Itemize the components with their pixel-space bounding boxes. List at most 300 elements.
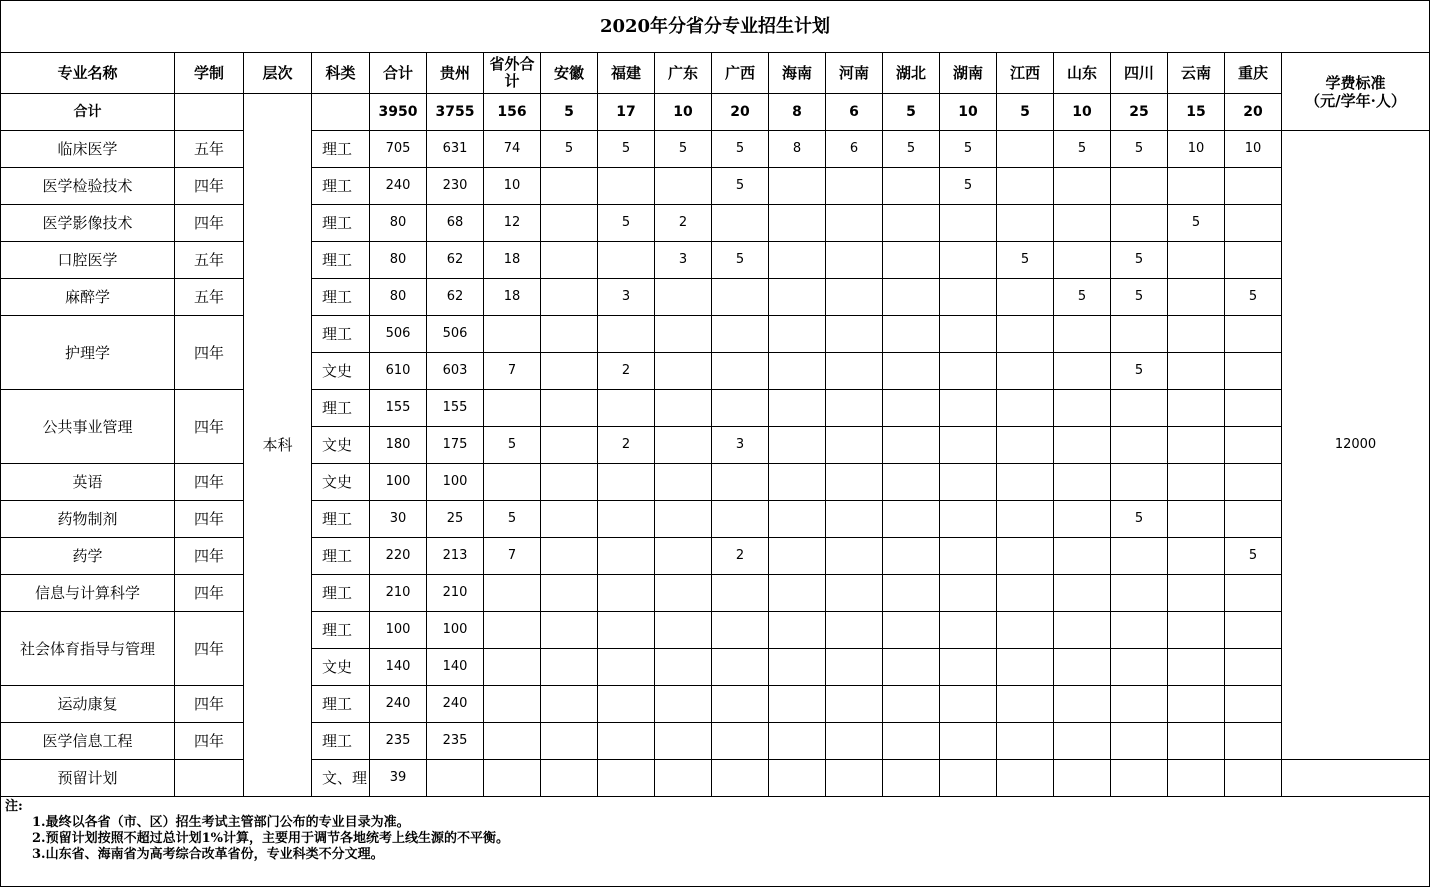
province-value-cell [997,427,1054,464]
province-value-cell [940,316,997,353]
total-cell: 155 [370,390,427,427]
province-value-cell [598,501,655,538]
province-value-cell: 5 [712,168,769,205]
province-value-cell [826,760,883,797]
province-value-cell [1168,723,1225,760]
category-cell: 理工 [312,612,370,649]
province-value-cell [1225,205,1282,242]
province-value-cell [883,279,940,316]
category-cell: 理工 [312,131,370,168]
major-name: 运动康复 [1,686,175,723]
province-value-cell [826,612,883,649]
column-header-category: 科类 [312,53,370,94]
province-value-cell [997,205,1054,242]
major-row [1,242,1430,279]
province-value-cell [1225,353,1282,390]
guizhou-cell [427,760,484,797]
province-value-cell: 6 [826,131,883,168]
major-duration: 四年 [175,538,244,575]
province-value-cell [826,464,883,501]
province-value-cell [712,501,769,538]
totals-province-value: 10 [940,94,997,131]
total-cell: 100 [370,464,427,501]
province-value-cell [655,612,712,649]
province-value-cell [598,686,655,723]
province-value-cell [1168,612,1225,649]
column-header-province: 山东 [1054,53,1111,94]
category-cell: 理工 [312,686,370,723]
guizhou-cell: 235 [427,723,484,760]
province-value-cell [826,538,883,575]
province-value-cell: 5 [940,168,997,205]
province-value-cell [712,723,769,760]
column-header-guizhou: 贵州 [427,53,484,94]
province-value-cell [997,168,1054,205]
province-value-cell [883,316,940,353]
province-value-cell [826,390,883,427]
province-value-cell [997,575,1054,612]
province-value-cell [1054,723,1111,760]
province-value-cell: 5 [1054,131,1111,168]
totals-province-value: 10 [1054,94,1111,131]
province-value-cell: 5 [541,131,598,168]
province-value-cell [541,390,598,427]
province-value-cell [541,649,598,686]
total-cell: 506 [370,316,427,353]
column-header-province: 云南 [1168,53,1225,94]
province-value-cell [883,390,940,427]
province-value-cell [883,723,940,760]
province-value-cell [655,279,712,316]
province-value-cell [541,168,598,205]
province-value-cell [1111,464,1168,501]
column-header-province: 江西 [997,53,1054,94]
column-header-province: 广东 [655,53,712,94]
province-value-cell [1225,390,1282,427]
province-value-cell [826,168,883,205]
province-value-cell [940,353,997,390]
fee-header-line: 学费标准 [1325,73,1386,92]
totals-province-value: 25 [1111,94,1168,131]
province-value-cell: 2 [655,205,712,242]
province-value-cell [655,649,712,686]
province-value-cell [712,390,769,427]
guizhou-cell: 68 [427,205,484,242]
province-value-cell [1111,168,1168,205]
province-value-cell [541,464,598,501]
province-value-cell [997,464,1054,501]
total-cell: 80 [370,242,427,279]
province-value-cell [997,649,1054,686]
province-value-cell [940,538,997,575]
province-value-cell [598,464,655,501]
guizhou-cell: 25 [427,501,484,538]
province-value-cell [940,575,997,612]
outside-total-cell [484,390,541,427]
major-name: 临床医学 [1,131,175,168]
province-value-cell [883,168,940,205]
totals-total: 3950 [370,94,427,131]
province-value-cell: 3 [598,279,655,316]
province-value-cell [712,279,769,316]
province-value-cell [655,427,712,464]
major-duration: 五年 [175,131,244,168]
province-value-cell [1054,612,1111,649]
totals-outside: 156 [484,94,541,131]
guizhou-cell: 62 [427,242,484,279]
province-value-cell [1168,353,1225,390]
province-value-cell [1168,168,1225,205]
total-cell: 39 [370,760,427,797]
province-value-cell [1111,649,1168,686]
outside-total-cell [484,612,541,649]
outside-total-cell: 5 [484,501,541,538]
category-cell: 理工 [312,390,370,427]
guizhou-cell: 213 [427,538,484,575]
outside-total-cell [484,316,541,353]
province-value-cell [541,205,598,242]
province-value-cell [826,205,883,242]
province-value-cell [997,723,1054,760]
category-cell: 文史 [312,353,370,390]
major-name: 药学 [1,538,175,575]
category-cell: 理工 [312,538,370,575]
major-name: 口腔医学 [1,242,175,279]
category-cell: 文史 [312,464,370,501]
note-line: 2.预留计划按照不超过总计划1%计算，主要用于调节各地统考上线生源的不平衡。 [32,831,509,846]
guizhou-cell: 603 [427,353,484,390]
category-cell: 理工 [312,723,370,760]
province-value-cell: 8 [769,131,826,168]
major-duration: 四年 [175,612,244,686]
province-value-cell [712,316,769,353]
province-value-cell [1054,390,1111,427]
province-value-cell [1111,575,1168,612]
province-value-cell [541,538,598,575]
province-value-cell [997,390,1054,427]
province-value-cell: 5 [712,131,769,168]
province-value-cell [1111,205,1168,242]
province-value-cell [1054,242,1111,279]
province-value-cell [655,316,712,353]
major-row [1,723,1430,760]
major-duration: 四年 [175,723,244,760]
total-cell: 240 [370,686,427,723]
note-line: 3.山东省、海南省为高考综合改革省份，专业科类不分文理。 [32,847,384,862]
province-value-cell [940,649,997,686]
totals-province-value: 6 [826,94,883,131]
province-value-cell [1225,723,1282,760]
major-name: 社会体育指导与管理 [1,612,175,686]
column-header-outside: 省外合计 [484,53,541,94]
outside-total-cell: 12 [484,205,541,242]
province-value-cell [1054,501,1111,538]
province-value-cell [883,538,940,575]
province-value-cell [1225,242,1282,279]
major-name: 护理学 [1,316,175,390]
major-row [1,131,1430,168]
province-value-cell [1168,279,1225,316]
province-value-cell [883,501,940,538]
outside-total-cell [484,723,541,760]
province-value-cell [655,538,712,575]
province-value-cell [997,686,1054,723]
column-header-total: 合计 [370,53,427,94]
total-cell: 210 [370,575,427,612]
major-row [1,205,1430,242]
province-value-cell [1054,353,1111,390]
province-value-cell: 5 [883,131,940,168]
province-value-cell [997,131,1054,168]
province-value-cell [997,612,1054,649]
province-value-cell [1168,575,1225,612]
province-value-cell [769,538,826,575]
province-value-cell [997,316,1054,353]
province-value-cell [769,427,826,464]
total-cell: 240 [370,168,427,205]
total-cell: 100 [370,612,427,649]
province-value-cell [598,575,655,612]
province-value-cell: 2 [712,538,769,575]
guizhou-cell: 210 [427,575,484,612]
province-value-cell [940,390,997,427]
major-duration: 四年 [175,316,244,390]
major-row [1,501,1430,538]
guizhou-cell: 62 [427,279,484,316]
province-value-cell [598,316,655,353]
province-value-cell: 5 [1111,131,1168,168]
province-value-cell: 5 [1168,205,1225,242]
province-value-cell [1225,316,1282,353]
province-value-cell [655,168,712,205]
notes-row [1,797,1430,887]
province-value-cell [769,649,826,686]
province-value-cell [883,242,940,279]
major-row [1,168,1430,205]
province-value-cell [598,390,655,427]
province-value-cell [712,464,769,501]
province-value-cell [541,501,598,538]
province-value-cell [997,538,1054,575]
province-value-cell [1054,427,1111,464]
province-value-cell [883,649,940,686]
total-cell: 705 [370,131,427,168]
totals-row [1,94,1430,131]
note-line: 1.最终以各省（市、区）招生考试主管部门公布的专业目录为准。 [32,815,410,830]
province-value-cell [826,353,883,390]
province-value-cell [940,686,997,723]
major-duration: 四年 [175,686,244,723]
totals-label: 合计 [1,94,175,131]
province-value-cell [883,760,940,797]
major-duration: 四年 [175,575,244,612]
province-value-cell [826,723,883,760]
province-value-cell: 10 [1168,131,1225,168]
major-name: 英语 [1,464,175,501]
province-value-cell [541,242,598,279]
province-value-cell [1054,538,1111,575]
province-value-cell [1111,427,1168,464]
province-value-cell [940,723,997,760]
province-value-cell [769,316,826,353]
province-value-cell: 5 [997,242,1054,279]
category-cell: 理工 [312,242,370,279]
province-value-cell [1054,316,1111,353]
totals-province-value: 17 [598,94,655,131]
major-name: 医学检验技术 [1,168,175,205]
column-header-duration: 学制 [175,53,244,94]
totals-province-value: 5 [883,94,940,131]
province-value-cell [826,316,883,353]
province-value-cell: 10 [1225,131,1282,168]
province-value-cell [655,390,712,427]
major-name: 信息与计算科学 [1,575,175,612]
province-value-cell [1111,316,1168,353]
major-row [1,612,1430,649]
province-value-cell [940,242,997,279]
province-value-cell: 5 [1111,501,1168,538]
province-value-cell [1054,205,1111,242]
province-value-cell [769,686,826,723]
province-value-cell [541,427,598,464]
column-header-level: 层次 [244,53,312,94]
province-value-cell [712,649,769,686]
province-value-cell [598,760,655,797]
province-value-cell [598,649,655,686]
province-value-cell [598,612,655,649]
major-row [1,390,1430,427]
province-value-cell [1225,575,1282,612]
total-cell: 220 [370,538,427,575]
category-cell: 理工 [312,205,370,242]
province-value-cell [883,612,940,649]
province-value-cell [1225,464,1282,501]
province-value-cell [883,686,940,723]
province-value-cell [1225,686,1282,723]
province-value-cell [826,575,883,612]
level-cell: 本科 [244,94,312,797]
total-cell: 30 [370,501,427,538]
province-value-cell [1225,501,1282,538]
major-duration: 四年 [175,464,244,501]
province-value-cell [712,575,769,612]
totals-province-value: 10 [655,94,712,131]
province-value-cell: 5 [598,205,655,242]
major-row [1,760,1430,797]
fee-value: 12000 [1282,131,1430,760]
outside-total-cell: 5 [484,427,541,464]
province-value-cell [769,464,826,501]
province-value-cell [1054,168,1111,205]
province-value-cell [769,168,826,205]
province-value-cell [1168,501,1225,538]
province-value-cell [940,464,997,501]
category-cell: 理工 [312,575,370,612]
province-value-cell [541,686,598,723]
province-value-cell [1111,686,1168,723]
province-value-cell [655,353,712,390]
major-row [1,686,1430,723]
major-name: 预留计划 [1,760,175,797]
major-duration: 四年 [175,501,244,538]
province-value-cell [1168,538,1225,575]
province-value-cell [769,760,826,797]
totals-duration-empty [175,94,244,131]
guizhou-cell: 140 [427,649,484,686]
province-value-cell [712,686,769,723]
province-value-cell [883,205,940,242]
outside-total-cell [484,686,541,723]
province-value-cell [712,353,769,390]
province-value-cell [655,760,712,797]
province-value-cell [940,612,997,649]
province-value-cell [712,205,769,242]
notes-block [1,797,1430,887]
major-row [1,316,1430,353]
outside-total-cell: 74 [484,131,541,168]
province-value-cell [655,575,712,612]
page-title: 2020年分省分专业招生计划 [1,1,1430,53]
province-value-cell [769,242,826,279]
province-value-cell [826,686,883,723]
province-value-cell [655,686,712,723]
province-value-cell [769,612,826,649]
totals-province-value: 8 [769,94,826,131]
province-value-cell [1054,760,1111,797]
major-name: 药物制剂 [1,501,175,538]
guizhou-cell: 100 [427,612,484,649]
major-row [1,279,1430,316]
province-value-cell [541,316,598,353]
province-value-cell [1225,649,1282,686]
province-value-cell [769,723,826,760]
totals-province-value: 20 [712,94,769,131]
category-cell: 理工 [312,168,370,205]
province-value-cell [1054,575,1111,612]
major-row [1,464,1430,501]
province-value-cell: 5 [655,131,712,168]
province-value-cell [940,427,997,464]
province-value-cell [712,760,769,797]
province-value-cell [1168,760,1225,797]
province-value-cell [769,501,826,538]
province-value-cell [1168,427,1225,464]
province-value-cell [598,168,655,205]
province-value-cell [826,649,883,686]
outside-total-cell [484,649,541,686]
totals-province-value: 5 [997,94,1054,131]
province-value-cell [541,723,598,760]
major-name: 医学信息工程 [1,723,175,760]
province-value-cell [883,427,940,464]
fee-header-unit: （元/学年·人） [1305,91,1406,110]
province-value-cell [1111,723,1168,760]
province-value-cell [1225,612,1282,649]
province-value-cell [826,501,883,538]
province-value-cell [940,279,997,316]
guizhou-cell: 100 [427,464,484,501]
province-value-cell [1225,427,1282,464]
province-value-cell [769,353,826,390]
province-value-cell [1111,612,1168,649]
province-value-cell [883,464,940,501]
province-value-cell [1111,538,1168,575]
major-duration [175,760,244,797]
major-row [1,575,1430,612]
province-value-cell [769,205,826,242]
province-value-cell [598,723,655,760]
category-cell: 理工 [312,279,370,316]
